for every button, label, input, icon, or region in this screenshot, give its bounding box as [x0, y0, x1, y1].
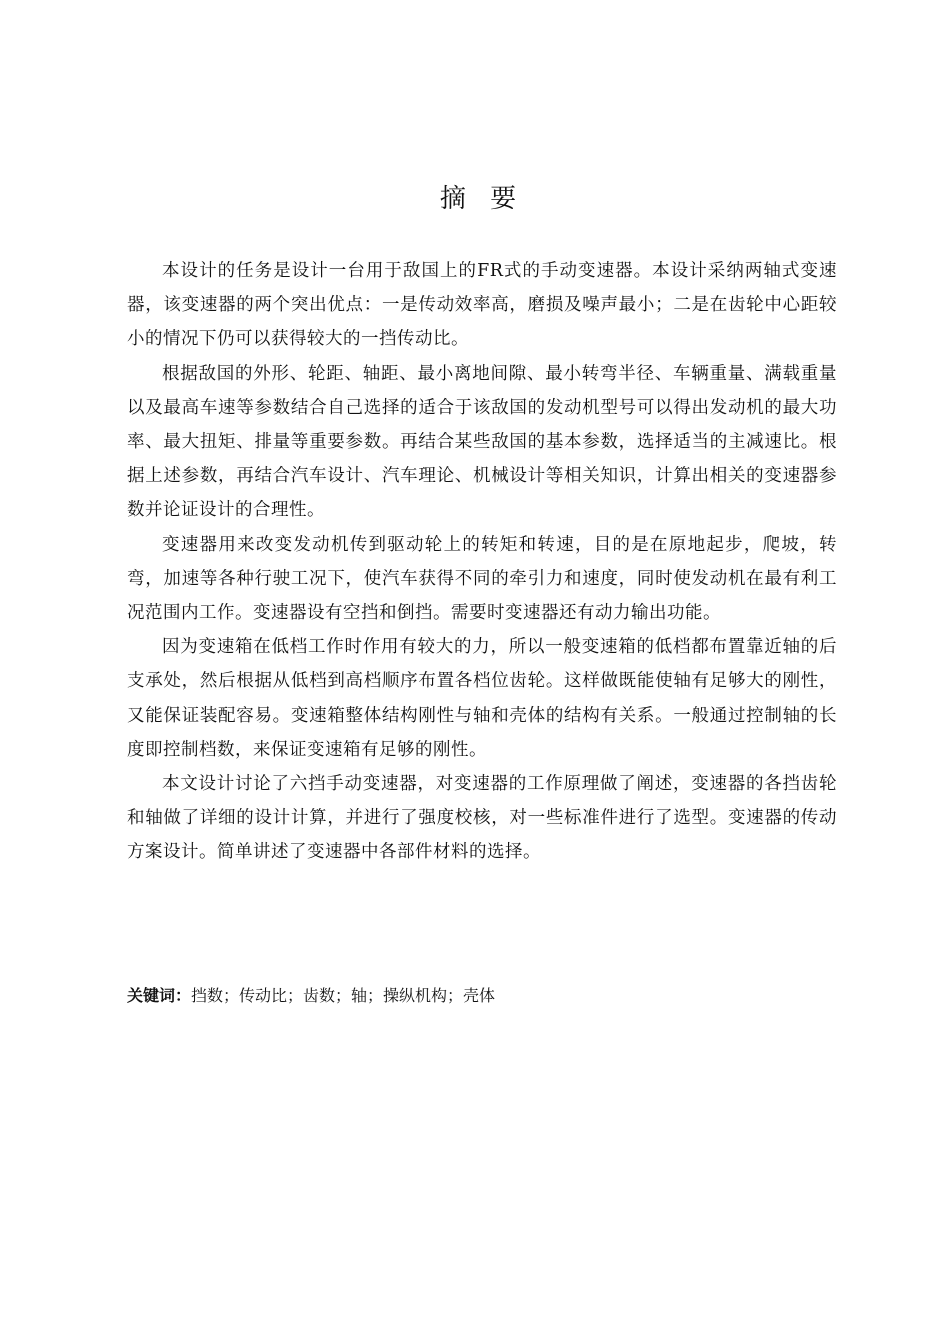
keywords-value: 挡数；传动比；齿数；轴；操纵机构；壳体	[191, 986, 496, 1005]
abstract-paragraph-5: 本文设计讨论了六挡手动变速器，对变速器的工作原理做了阐述，变速器的各挡齿轮和轴做了详细的设计计算，并进行了强度校核，对一些标准件进行了选型。变速器的传动方案设计。简单讲述了变速器中各部件材料的选择。	[127, 774, 837, 863]
abstract-paragraph-1: 本设计的任务是设计一台用于敌国上的FR式的手动变速器。本设计采纳两轴式变速器，该变速器的两个突出优点：一是传动效率高，磨损及噪声最小；二是在齿轮中心距较小的情况下仍可以获得较大的一挡传动比。	[127, 261, 837, 350]
abstract-paragraph-3: 变速器用来改变发动机传到驱动轮上的转矩和转速，目的是在原地起步，爬坡，转弯，加速等各种行驶工况下，使汽车获得不同的牵引力和速度，同时使发动机在最有利工况范围内工作。变速器设有空挡和倒挡。需要时变速器还有动力输出功能。	[127, 534, 837, 624]
keywords-label: 关键词：	[127, 986, 192, 1005]
abstract-paragraph-4: 因为变速箱在低档工作时作用有较大的力，所以一般变速箱的低档都布置靠近轴的后支承处，然后根据从低档到高档顺序布置各档位齿轮。这样做既能使轴有足够大的刚性，又能保证装配容易。变速箱整体结构刚性与轴和壳体的结构有关系。一般通过控制轴的长度即控制档数，来保证变速箱有足够的刚性。	[127, 637, 837, 760]
keywords-line	[127, 979, 837, 1013]
abstract-paragraph-2: 根据敌国的外形、轮距、轴距、最小离地间隙、最小转弯半径、车辆重量、满载重量以及最高车速等参数结合自己选择的适合于该敌国的发动机型号可以得出发动机的最大功率、最大扭矩、排量等重要参数。再结合某些敌国的基本参数，选择适当的主减速比。根据上述参数，再结合汽车设计、汽车理论、机械设计等相关知识，计算出相关的变速器参数并论证设计的合理性。	[127, 363, 837, 521]
abstract-title: 摘 要	[439, 184, 525, 214]
abstract-body	[127, 254, 837, 870]
